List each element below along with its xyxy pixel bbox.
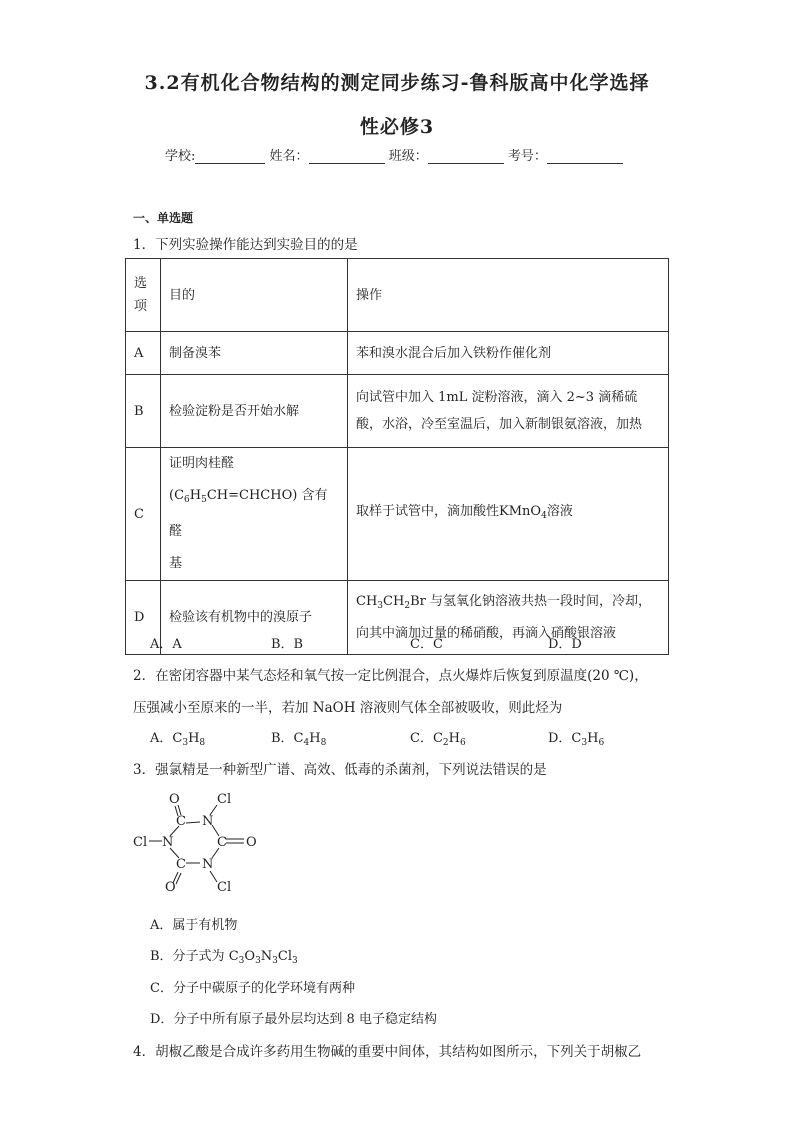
- q1-choice-c[interactable]: C．C: [410, 637, 443, 652]
- row-option: C: [126, 448, 161, 581]
- row-goal: 制备溴苯: [161, 332, 348, 375]
- q3-choice-a[interactable]: A．属于有机物: [150, 918, 238, 933]
- atom-cl-left: Cl: [133, 835, 148, 850]
- atom-o-top: O: [169, 792, 180, 807]
- row-operation: 取样于试管中，滴加酸性KMnO$_4$溶液: [348, 448, 669, 581]
- atom-n-top: N: [202, 814, 214, 829]
- trichloroisocyanuric-structure: [125, 788, 285, 898]
- row-goal: 检验该有机物中的溴原子: [161, 581, 348, 655]
- row-option: D: [126, 581, 161, 655]
- atom-o-bottom: O: [165, 880, 176, 895]
- atom-c-right: C: [217, 835, 227, 850]
- section-heading: 一、单选题: [133, 211, 194, 225]
- number-blank[interactable]: [547, 149, 623, 164]
- table-row-a: [126, 332, 669, 375]
- title-line-1: 3.2有机化合物结构的测定同步练习-鲁科版高中化学选择: [144, 72, 650, 94]
- class-blank[interactable]: [428, 149, 504, 164]
- table-row-b: [126, 375, 669, 448]
- q3-choice-d[interactable]: D．分子中所有原子最外层均达到 8 电子稳定结构: [150, 1012, 437, 1027]
- atom-n-left: N: [162, 835, 174, 850]
- table-header-row: [126, 259, 669, 332]
- q2-choice-a[interactable]: A．$C_3H_8$: [150, 731, 206, 748]
- q3-choice-b[interactable]: B．分子式为 $C_3O_3N_3Cl_3$: [150, 949, 298, 966]
- atom-n-bottom: N: [202, 857, 214, 872]
- q1-table: [125, 258, 669, 655]
- class-label: 班级：: [388, 149, 428, 164]
- row-option: B: [126, 375, 161, 448]
- table-row-d: [126, 581, 669, 655]
- name-label: 姓名：: [269, 149, 309, 164]
- q4-stem: 4．胡椒乙酸是合成许多药用生物碱的重要中间体，其结构如图所示，下列关于胡椒乙: [133, 1044, 642, 1060]
- atom-c-top: C: [176, 814, 186, 829]
- header-goal: 目的: [161, 259, 348, 332]
- header-option: 选 项: [126, 259, 161, 332]
- q3-stem: 3．强氯精是一种新型广谱、高效、低毒的杀菌剂，下列说法错误的是: [133, 762, 547, 778]
- row-operation: 苯和溴水混合后加入铁粉作催化剂: [348, 332, 669, 375]
- row-operation: 向试管中加入 1mL 淀粉溶液，滴入 2~3 滴稀硫 酸，水浴，冷至室温后，加入新制银氨溶液，加热: [348, 375, 669, 448]
- student-info-line: [165, 145, 623, 164]
- q2-line-1: 2．在密闭容器中某气态烃和氧气按一定比例混合，点火爆炸后恢复到原温度(20 ℃)，: [133, 668, 648, 684]
- q2-choice-b[interactable]: B．$C_4H_8$: [271, 731, 327, 748]
- atom-cl-bottom: Cl: [217, 880, 232, 895]
- title-line-2: 性必修3: [359, 116, 435, 138]
- q2-line-2: 压强减小至原来的一半，若加 NaOH 溶液则气体全部被吸收，则此烃为: [133, 700, 563, 716]
- header-operation: 操作: [348, 259, 669, 332]
- q1-stem: 1．下列实验操作能达到实验目的的是: [133, 237, 358, 253]
- school-label: 学校:: [165, 149, 196, 164]
- atom-o-right: O: [246, 835, 257, 850]
- row-goal: 检验淀粉是否开始水解: [161, 375, 348, 448]
- atom-cl-top: Cl: [217, 792, 232, 807]
- q1-choice-b[interactable]: B．B: [271, 637, 304, 652]
- q2-choice-c[interactable]: C．$C_2H_6$: [410, 731, 466, 748]
- number-label: 考号：: [507, 149, 547, 164]
- table-row-c: [126, 448, 669, 581]
- q1-choice-a[interactable]: A．A: [150, 637, 182, 652]
- q1-choice-d[interactable]: D．D: [548, 637, 582, 652]
- q3-choice-c[interactable]: C．分子中碳原子的化学环境有两种: [150, 981, 355, 996]
- row-goal: 证明肉桂醛 $(C_6H_5CH=CHCHO)$ 含有醛 基: [161, 448, 348, 581]
- atom-c-bottom: C: [176, 857, 186, 872]
- row-operation: $CH_3CH_2Br$ 与氢氧化钠溶液共热一段时间，冷却， 向其中滴加过量的稀硝酸，再滴入硝酸银溶液: [348, 581, 669, 655]
- name-blank[interactable]: [309, 149, 385, 164]
- school-blank[interactable]: [195, 149, 265, 164]
- row-option: A: [126, 332, 161, 375]
- q2-choice-d[interactable]: D．$C_3H_6$: [548, 731, 605, 748]
